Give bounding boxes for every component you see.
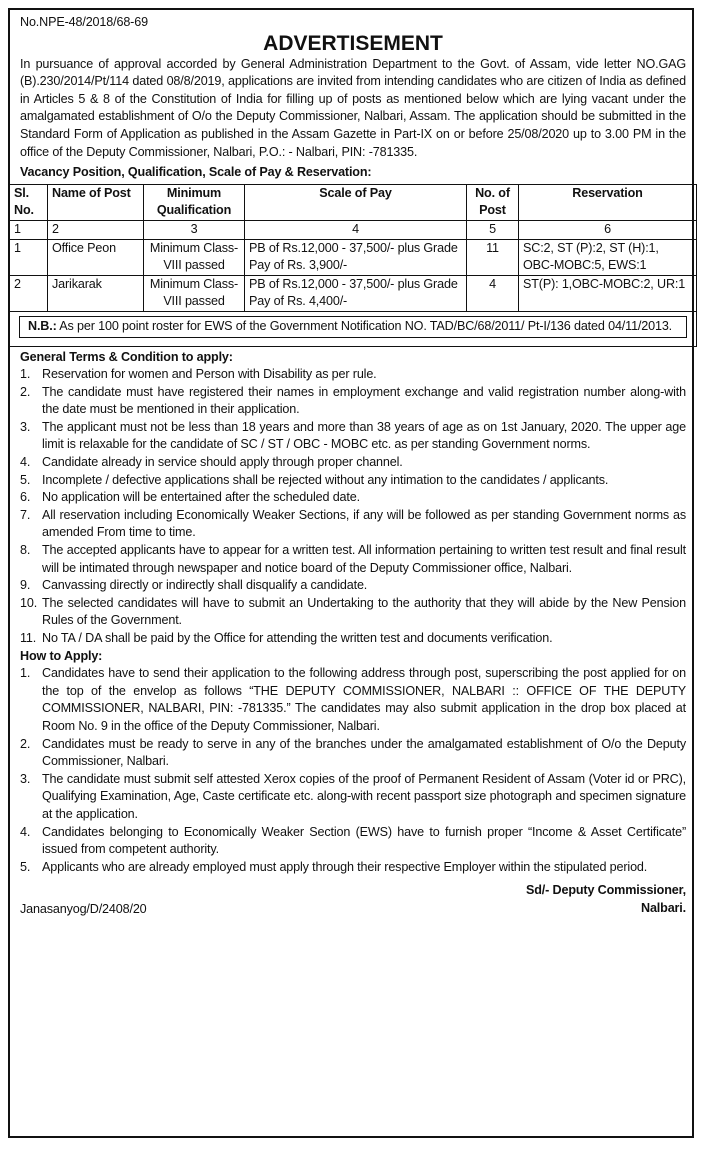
list-item-text: Candidate already in service should apply through proper channel. bbox=[42, 455, 403, 470]
header-reservation: Reservation bbox=[519, 184, 697, 220]
cell-reservation: ST(P): 1,OBC-MOBC:2, UR:1 bbox=[519, 275, 697, 311]
footer bbox=[20, 882, 686, 918]
list-item-number: 7. bbox=[20, 507, 31, 522]
page-title: ADVERTISEMENT bbox=[263, 31, 443, 55]
table-row bbox=[10, 275, 697, 311]
footer-reference: Janasanyog/D/2408/20 bbox=[20, 901, 147, 916]
cell-sl: 1 bbox=[10, 239, 48, 275]
column-number: 1 bbox=[10, 220, 48, 239]
column-number: 6 bbox=[519, 220, 697, 239]
list-item-number: 2. bbox=[20, 384, 31, 399]
intro-paragraph: In pursuance of approval accorded by General Administration Department to the Govt. of Assam, vide letter NO.GAG (B).230/2014/Pt/114 dated 08/8/2019, applications are invited from intending candidates who are citizen of India as defined in Articles 5 & 8 of the Constitution of India for filling up of posts as mentioned below which are lying vacant under the amalgamated establishment of O/o the Deputy Commissioner, Nalbari, Assam. The application should be submitted in the Standard Form of Application as published in the Assam Gazette in Part-IX on or before 25/08/2020 up to 3.00 PM in the office of the Deputy Commissioner, Nalbari, P.O.: - Nalbari, PIN: -781335. bbox=[20, 56, 686, 159]
column-number: 5 bbox=[467, 220, 519, 239]
header-name-of-post: Name of Post bbox=[48, 184, 144, 220]
column-number: 3 bbox=[144, 220, 245, 239]
cell-qualification: Minimum Class-VIII passed bbox=[144, 275, 245, 311]
cell-post: Office Peon bbox=[48, 239, 144, 275]
list-item-number: 1. bbox=[20, 666, 31, 681]
column-number: 2 bbox=[48, 220, 144, 239]
terms-list bbox=[20, 366, 686, 648]
vacancy-heading: Vacancy Position, Qualification, Scale of Pay & Reservation: bbox=[20, 165, 372, 180]
vacancy-table bbox=[9, 184, 697, 312]
list-item bbox=[20, 665, 686, 735]
cell-count: 11 bbox=[467, 239, 519, 275]
list-item-text: All reservation including Economically Weaker Sections, if any will be followed as per standing Government norms as amended From time to time. bbox=[42, 507, 686, 540]
reference-number: No.NPE-48/2018/68-69 bbox=[20, 15, 148, 29]
list-item bbox=[20, 577, 686, 595]
terms-heading: General Terms & Condition to apply: bbox=[20, 349, 233, 364]
cell-pay: PB of Rs.12,000 - 37,500/- plus Grade Pay of Rs. 4,400/- bbox=[245, 275, 467, 311]
cell-reservation: SC:2, ST (P):2, ST (H):1, OBC-MOBC:5, EWS:1 bbox=[519, 239, 697, 275]
column-number: 4 bbox=[245, 220, 467, 239]
cell-pay: PB of Rs.12,000 - 37,500/- plus Grade Pay of Rs. 3,900/- bbox=[245, 239, 467, 275]
header-no-of-post: No. of Post bbox=[467, 184, 519, 220]
list-item bbox=[20, 736, 686, 771]
how-to-apply-heading: How to Apply: bbox=[20, 648, 103, 663]
list-item-text: No TA / DA shall be paid by the Office for attending the written test and documents verification. bbox=[42, 631, 553, 645]
list-item bbox=[20, 507, 686, 542]
list-item-text: No application will be entertained after the scheduled date. bbox=[42, 490, 360, 505]
list-item-text: Candidates must be ready to serve in any of the branches under the amalgamated establishment of O/o the Deputy Commissioner, Nalbari. bbox=[42, 736, 686, 769]
signature-block bbox=[526, 882, 686, 917]
list-item bbox=[20, 824, 686, 859]
advertisement-body bbox=[14, 14, 686, 918]
list-item-number: 10. bbox=[20, 595, 38, 610]
list-item-text: Applicants who are already employed must apply through their respective Employer within the stipulated period. bbox=[42, 859, 648, 874]
nb-wrapper bbox=[9, 312, 697, 347]
list-item bbox=[20, 595, 686, 630]
column-number-row bbox=[10, 220, 697, 239]
cell-qualification: Minimum Class-VIII passed bbox=[144, 239, 245, 275]
list-item-text: The accepted applicants have to appear for a written test. All information pertaining to written test result and final result will be intimated through newspaper and notice board of the Deputy Commissioner office, Nalbari. bbox=[42, 543, 686, 575]
list-item-number: 8. bbox=[20, 543, 31, 558]
list-item-number: 6. bbox=[20, 490, 31, 505]
list-item-text: Incomplete / defective applications shall be rejected without any intimation to the candidates / applicants. bbox=[42, 472, 609, 487]
signature-line-1: Sd/- Deputy Commissioner, bbox=[526, 883, 686, 898]
list-item-number: 11. bbox=[20, 631, 37, 645]
list-item bbox=[20, 454, 686, 472]
list-item bbox=[20, 489, 686, 507]
cell-count: 4 bbox=[467, 275, 519, 311]
cell-sl: 2 bbox=[10, 275, 48, 311]
list-item-number: 5. bbox=[20, 859, 31, 874]
list-item bbox=[20, 419, 686, 454]
list-item bbox=[20, 472, 686, 490]
nb-text: As per 100 point roster for EWS of the Government Notification NO. TAD/BC/68/2011/ Pt-I/136 dated 04/11/2013. bbox=[56, 318, 673, 333]
list-item-text: The applicant must not be less than 18 years and more than 38 years of age as on 1st January, 2020. The upper age limit is relaxable for the candidate of SC / ST / OBC - MOBC etc. as per standing Government norms. bbox=[42, 419, 686, 452]
header-scale-of-pay: Scale of Pay bbox=[245, 184, 467, 220]
list-item-text: Reservation for women and Person with Disability as per rule. bbox=[42, 367, 377, 382]
nb-note bbox=[19, 316, 687, 338]
list-item-text: Candidates belonging to Economically Weaker Section (EWS) have to furnish proper “Income & Asset Certificate” issued from competent authority. bbox=[42, 824, 686, 857]
list-item bbox=[20, 542, 686, 577]
list-item-number: 3. bbox=[20, 419, 31, 434]
list-item-number: 3. bbox=[20, 771, 31, 786]
nb-label: N.B.: bbox=[28, 318, 57, 333]
how-to-apply-list bbox=[20, 665, 686, 876]
list-item-text: Candidates have to send their application to the following address through post, superscribing the post applied for on the top of the envelop as follows “THE DEPUTY COMMISSIONER, NALBARI :: OFFICE OF THE DEPUTY COMMISSIONER, NALBARI, PIN: -781335.” The candidates may also submit application in the drop box placed at Room No. 9 in the office of the Deputy Commissioner, Nalbari. bbox=[42, 666, 686, 733]
advertisement-frame bbox=[8, 8, 694, 1138]
header-sl-no: Sl. No. bbox=[10, 184, 48, 220]
signature-line-2: Nalbari. bbox=[641, 900, 686, 915]
list-item-number: 5. bbox=[20, 472, 31, 487]
list-item bbox=[20, 366, 686, 384]
list-item-number: 4. bbox=[20, 455, 31, 470]
header-qualification: Minimum Qualification bbox=[144, 184, 245, 220]
table-header-row bbox=[10, 184, 697, 220]
list-item-text: Canvassing directly or indirectly shall disqualify a candidate. bbox=[42, 578, 368, 593]
list-item bbox=[20, 859, 686, 877]
list-item-text: The candidate must have registered their names in employment exchange and valid registration number along-with the date must be mentioned in their application. bbox=[42, 384, 686, 417]
list-item-number: 2. bbox=[20, 736, 31, 751]
list-item-number: 1. bbox=[20, 367, 31, 382]
list-item-text: The candidate must submit self attested Xerox copies of the proof of Permanent Resident of Assam (Voter id or PRC), Qualifying Examination, Age, Caste certificate etc. along-with recent passport size photograph and specimen signature at the application. bbox=[42, 771, 686, 821]
list-item bbox=[20, 384, 686, 419]
cell-post: Jarikarak bbox=[48, 275, 144, 311]
list-item bbox=[20, 771, 686, 824]
list-item bbox=[20, 630, 686, 648]
list-item-number: 4. bbox=[20, 824, 31, 839]
table-row bbox=[10, 239, 697, 275]
list-item-text: The selected candidates will have to submit an Undertaking to the authority that they will abide by the New Pension Rules of the Government. bbox=[42, 595, 686, 628]
list-item-number: 9. bbox=[20, 578, 31, 593]
